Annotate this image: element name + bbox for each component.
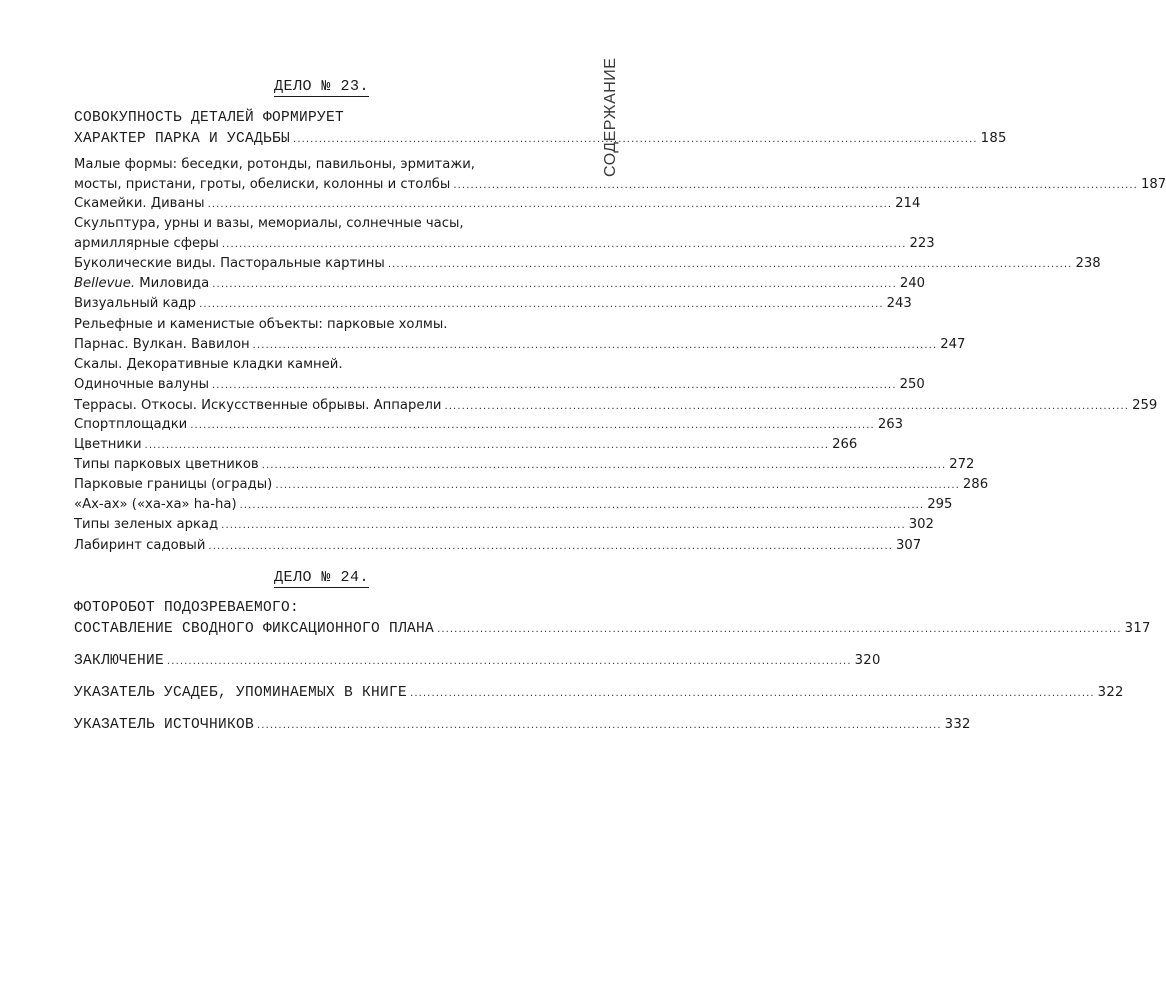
toc-entry-conclusion[interactable] (74, 652, 881, 671)
entry-title-italic: Bellevue. (74, 276, 136, 291)
toc-entry[interactable] (74, 416, 903, 435)
toc-entry[interactable] (74, 516, 934, 535)
toc-entry[interactable] (74, 496, 953, 515)
leader-dots: ................................................................................................................................................................ (275, 480, 960, 491)
entry-page: 214 (895, 196, 921, 211)
entry-title: Спортплощадки (74, 417, 188, 432)
leader-dots: ................................................................................................................................................................ (257, 720, 942, 731)
entry-title: Парнас. Вулкан. Вавилон (74, 337, 250, 352)
entry-title: СОСТАВЛЕНИЕ СВОДНОГО ФИКСАЦИОННОГО ПЛАНА (74, 621, 435, 637)
entry-title: Парковые границы (ограды) (74, 477, 273, 492)
case-23-heading-entry[interactable] (74, 130, 1007, 149)
sidebar-running-head (600, 57, 620, 180)
leader-dots: ................................................................................................................................................................ (410, 688, 1095, 699)
entry-page: 307 (896, 538, 922, 553)
leader-dots: ................................................................................................................................................................ (453, 180, 1138, 191)
entry-page: 223 (909, 236, 935, 251)
toc-entry-estates-index[interactable] (74, 684, 1124, 703)
case-24-heading: ФОТОРОБОТ ПОДОЗРЕВАЕМОГО: (74, 600, 300, 616)
case-23-title: ДЕЛО № 23. (273, 78, 369, 95)
entry-page: 187 (1140, 177, 1166, 192)
toc-entry[interactable] (74, 235, 935, 254)
entry-title: Скамейки. Диваны (74, 196, 205, 211)
entry-title: Типы парковых цветников (74, 457, 259, 472)
toc-entry[interactable] (74, 537, 922, 556)
toc-entry[interactable] (74, 275, 926, 294)
leader-dots: ................................................................................................................................................................ (444, 401, 1130, 412)
toc-entry[interactable] (74, 195, 921, 214)
leader-dots: ................................................................................................................................................................ (207, 199, 893, 210)
entry-page: 286 (962, 477, 989, 492)
entry-page: 247 (940, 337, 966, 352)
entry-page: 243 (886, 296, 912, 311)
entry-title: армиллярные сферы (74, 236, 219, 251)
entry-text: Малые формы: беседки, ротонды, павильоны, эрмитажи, (74, 157, 475, 172)
entry-page: 238 (1075, 256, 1101, 271)
entry-title: мосты, пристани, гроты, обелиски, колонны и столбы (74, 177, 451, 192)
toc-entry[interactable] (74, 176, 1166, 195)
leader-dots: ................................................................................................................................................................ (190, 420, 875, 431)
entry-page: 263 (877, 417, 903, 432)
leader-dots: ................................................................................................................................................................ (437, 624, 1122, 635)
leader-dots: ................................................................................................................................................................ (239, 500, 925, 511)
entry-title: Визуальный кадр (74, 296, 197, 311)
toc-entry[interactable] (74, 336, 966, 355)
leader-dots: ................................................................................................................................................................ (387, 259, 1073, 270)
leader-dots: ................................................................................................................................................................ (221, 520, 906, 531)
entry-title: Лабиринт садовый (74, 538, 206, 553)
toc-entry[interactable] (74, 456, 975, 475)
leader-dots: ................................................................................................................................................................ (212, 380, 897, 391)
entry-text: Скульптура, урны и вазы, мемориалы, солнечные часы, (74, 216, 464, 231)
entry-title: Типы зеленых аркад (74, 517, 219, 532)
toc-entry-sources-index[interactable] (74, 716, 971, 735)
leader-dots: ................................................................................................................................................................ (261, 460, 947, 471)
sidebar-label: СОДЕРЖАНИЕ (602, 57, 619, 177)
entry-page: 266 (832, 437, 858, 452)
leader-dots: ................................................................................................................................................................ (221, 239, 907, 250)
entry-title: ХАРАКТЕР ПАРКА И УСАДЬБЫ (74, 131, 291, 147)
entry-page: 250 (899, 377, 925, 392)
case-24-title: ДЕЛО № 24. (273, 569, 369, 586)
toc-entry[interactable] (74, 397, 1158, 416)
case-24-heading-entry[interactable] (74, 620, 1151, 639)
toc-entry[interactable] (74, 295, 912, 314)
entry-title: УКАЗАТЕЛЬ УСАДЕБ, УПОМИНАЕМЫХ В КНИГЕ (74, 685, 408, 701)
toc-entry[interactable] (74, 255, 1101, 274)
entry-text: Скалы. Декоративные кладки камней. (74, 357, 343, 372)
entry-page: 272 (949, 457, 975, 472)
toc-entry[interactable] (74, 376, 925, 395)
entry-title (74, 275, 209, 293)
toc-entry[interactable] (74, 436, 858, 455)
leader-dots: ................................................................................................................................................................ (212, 279, 897, 290)
entry-page: 185 (980, 131, 1007, 146)
leader-dots: ................................................................................................................................................................ (199, 299, 884, 310)
leader-dots: ................................................................................................................................................................ (167, 656, 852, 667)
entry-page: 295 (927, 497, 953, 512)
leader-dots: ................................................................................................................................................................ (252, 340, 938, 351)
entry-title: Террасы. Откосы. Искусственные обрывы. Аппарели (74, 398, 442, 413)
entry-title: Одиночные валуны (74, 377, 210, 392)
entry-title-rest: Миловида (135, 276, 210, 291)
entry-page: 317 (1124, 621, 1151, 636)
toc-entry[interactable] (74, 476, 989, 495)
entry-page: 332 (944, 717, 971, 732)
entry-page: 240 (899, 276, 926, 291)
entry-title: УКАЗАТЕЛЬ ИСТОЧНИКОВ (74, 717, 255, 733)
entry-title: ЗАКЛЮЧЕНИЕ (74, 653, 165, 669)
leader-dots: ................................................................................................................................................................ (293, 134, 978, 145)
entry-page: 320 (854, 653, 881, 668)
leader-dots: ................................................................................................................................................................ (208, 541, 894, 552)
entry-page: 302 (908, 517, 934, 532)
entry-title: Цветники (74, 437, 142, 452)
entry-page: 259 (1132, 398, 1158, 413)
entry-title: «Ах-ах» («ха-ха» ha-ha) (74, 497, 237, 512)
entry-title: Буколические виды. Пасторальные картины (74, 256, 385, 271)
case-23-heading: СОВОКУПНОСТЬ ДЕТАЛЕЙ ФОРМИРУЕТ (74, 110, 345, 126)
entry-page: 322 (1097, 685, 1124, 700)
entry-text: Рельефные и каменистые объекты: парковые холмы. (74, 317, 448, 332)
leader-dots: ................................................................................................................................................................ (144, 440, 830, 451)
